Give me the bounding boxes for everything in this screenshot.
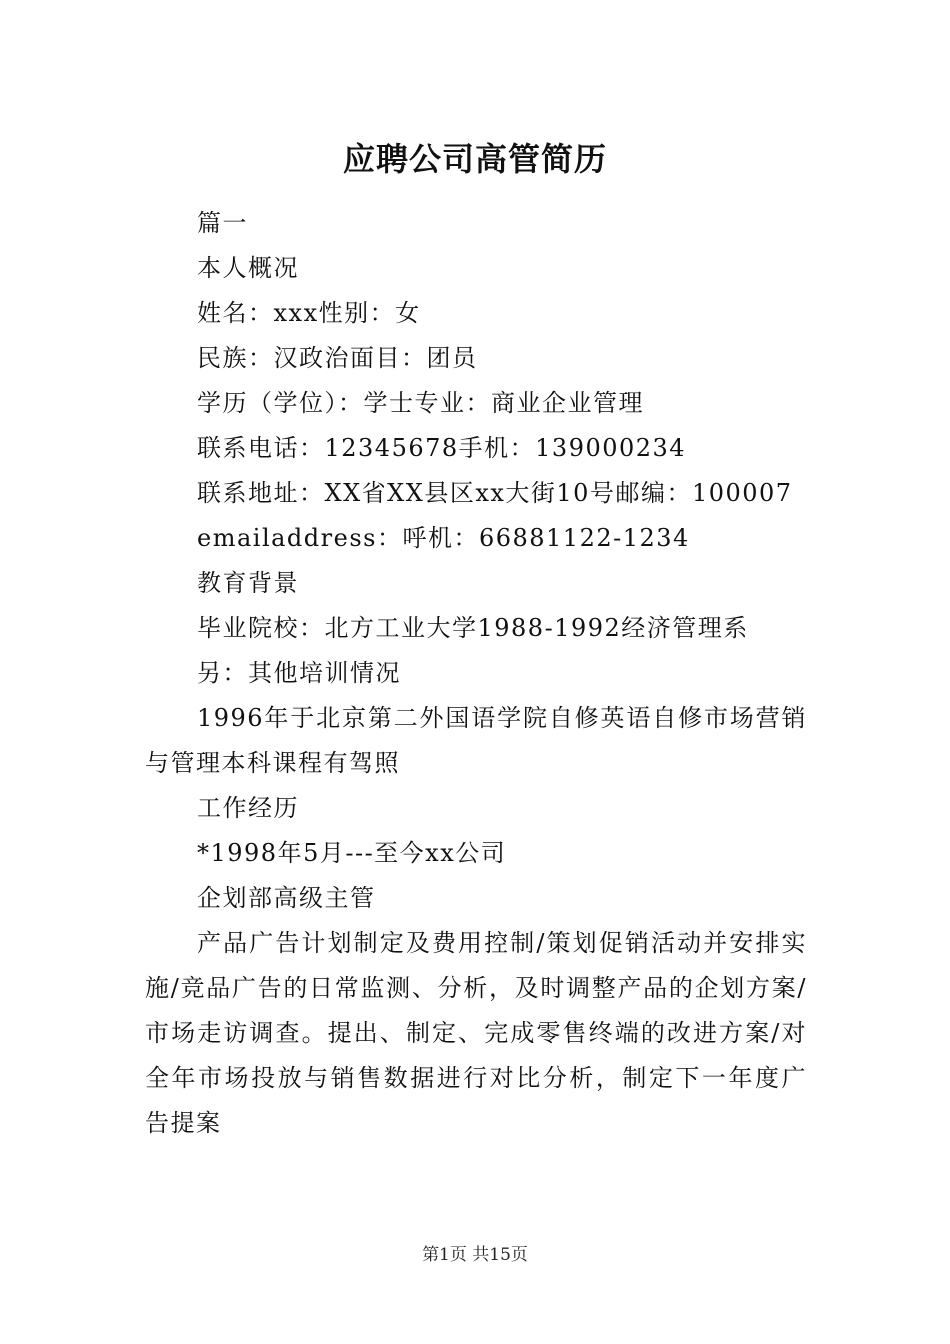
ethnicity-political-line: 民族：汉政治面目：团员 [197,344,478,372]
job-period-line: *1998年5月---至今xx公司 [197,839,507,867]
section-heading-work-experience: 工作经历 [197,794,299,822]
training-detail-paragraph: 1996年于北京第二外国语学院自修英语自修市场营销与管理本科课程有驾照 [145,704,807,777]
section-heading-personal-overview: 本人概况 [197,254,299,282]
degree-major-line: 学历（学位）：学士专业：商业企业管理 [197,389,644,417]
other-training-line: 另：其他培训情况 [197,659,401,687]
section-heading-education: 教育背景 [197,569,299,597]
job-position-line: 企划部高级主管 [197,884,376,912]
school-line: 毕业院校：北方工业大学1988-1992经济管理系 [197,614,749,642]
phone-line: 联系电话：12345678手机：139000234 [197,434,687,462]
name-gender-line: 姓名：xxx性别：女 [197,299,421,327]
address-line: 联系地址：XX省XX县区xx大街10号邮编：100007 [197,479,793,507]
email-pager-line: emailaddress：呼机：66881122-1234 [197,524,690,552]
page-number-footer: 第1页 共15页 [422,1245,528,1265]
page-title: 应聘公司高管简历 [342,140,607,178]
document-body [145,201,807,1146]
job-duties-paragraph: 产品广告计划制定及费用控制/策划促销活动并安排实施/竞品广告的日常监测、分析，及时调整产品的企划方案/市场走访调查。提出、制定、完成零售终端的改进方案/对全年市场投放与销售数据进行对比分析，制定下一年度广告提案 [145,929,807,1137]
section-heading-part-one: 篇一 [197,209,248,237]
